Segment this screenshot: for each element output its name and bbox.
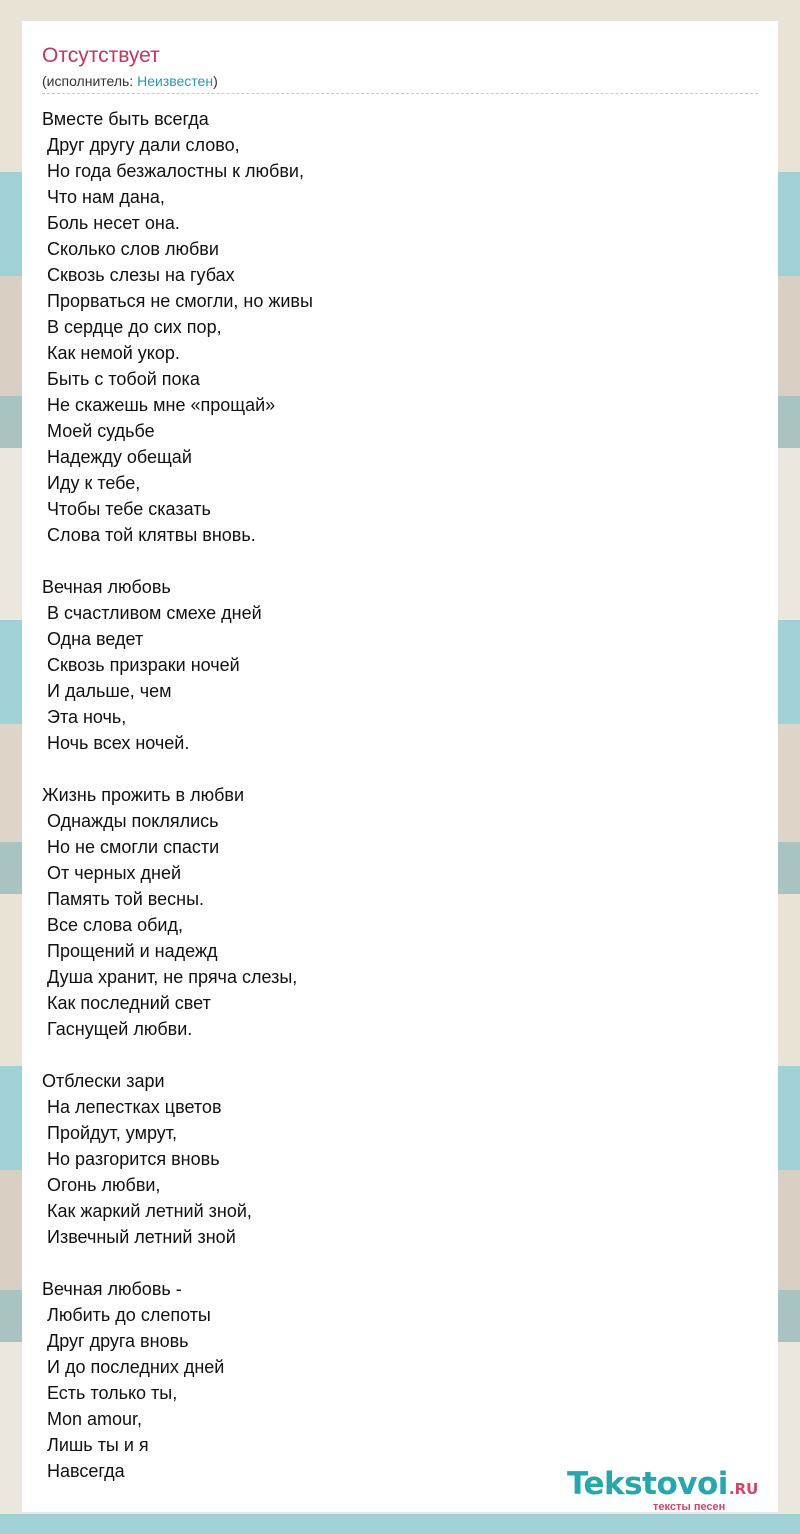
logo-wordmark: Tekstovoi	[567, 1466, 728, 1502]
artist-line	[42, 72, 218, 90]
lyrics-card	[22, 21, 778, 1512]
logo-domain: .RU	[728, 1480, 759, 1498]
artist-prefix: (исполнитель:	[42, 73, 138, 89]
lyrics-text: Вместе быть всегда Друг другу дали слово, Но года безжалостны к любви, Что нам дана, Боль несет она. Сколько слов любви Сквозь слезы на губах Прорваться не смогли, но живы В сердце до сих пор, Как немой укор. Быть с тобой пока Не скажешь мне «прощай» Моей судьбе Надежду обещай Иду к тебе, Чтобы тебе сказать Слова той клятвы вновь. Вечная любовь В счастливом смехе дней Одна ведет Сквозь призраки ночей И дальше, чем Эта ночь, Ночь всех ночей. Жизнь прожить в любви Однажды поклялись Но не смогли спасти От черных дней Память той весны. Все слова обид, Прощений и надежд Душа хранит, не пряча слезы, Как последний свет Гаснущей любви. Отблески зари На лепестках цветов Пройдут, умрут, Но разгорится вновь Огонь любви, Как жаркий летний зной, Извечный летний зной Вечная любовь - Любить до слепоты Друг друга вновь И до последних дней Есть только ты, Mon amour, Лишь ты и я Навсегда	[42, 109, 313, 1481]
logo-tagline: тексты песен	[653, 1501, 726, 1513]
song-title: Отсутствует	[42, 44, 160, 67]
artist-suffix: )	[213, 73, 218, 89]
site-logo[interactable]	[567, 1467, 777, 1511]
title-divider	[42, 93, 758, 94]
artist-link[interactable]: Неизвестен	[137, 73, 214, 89]
